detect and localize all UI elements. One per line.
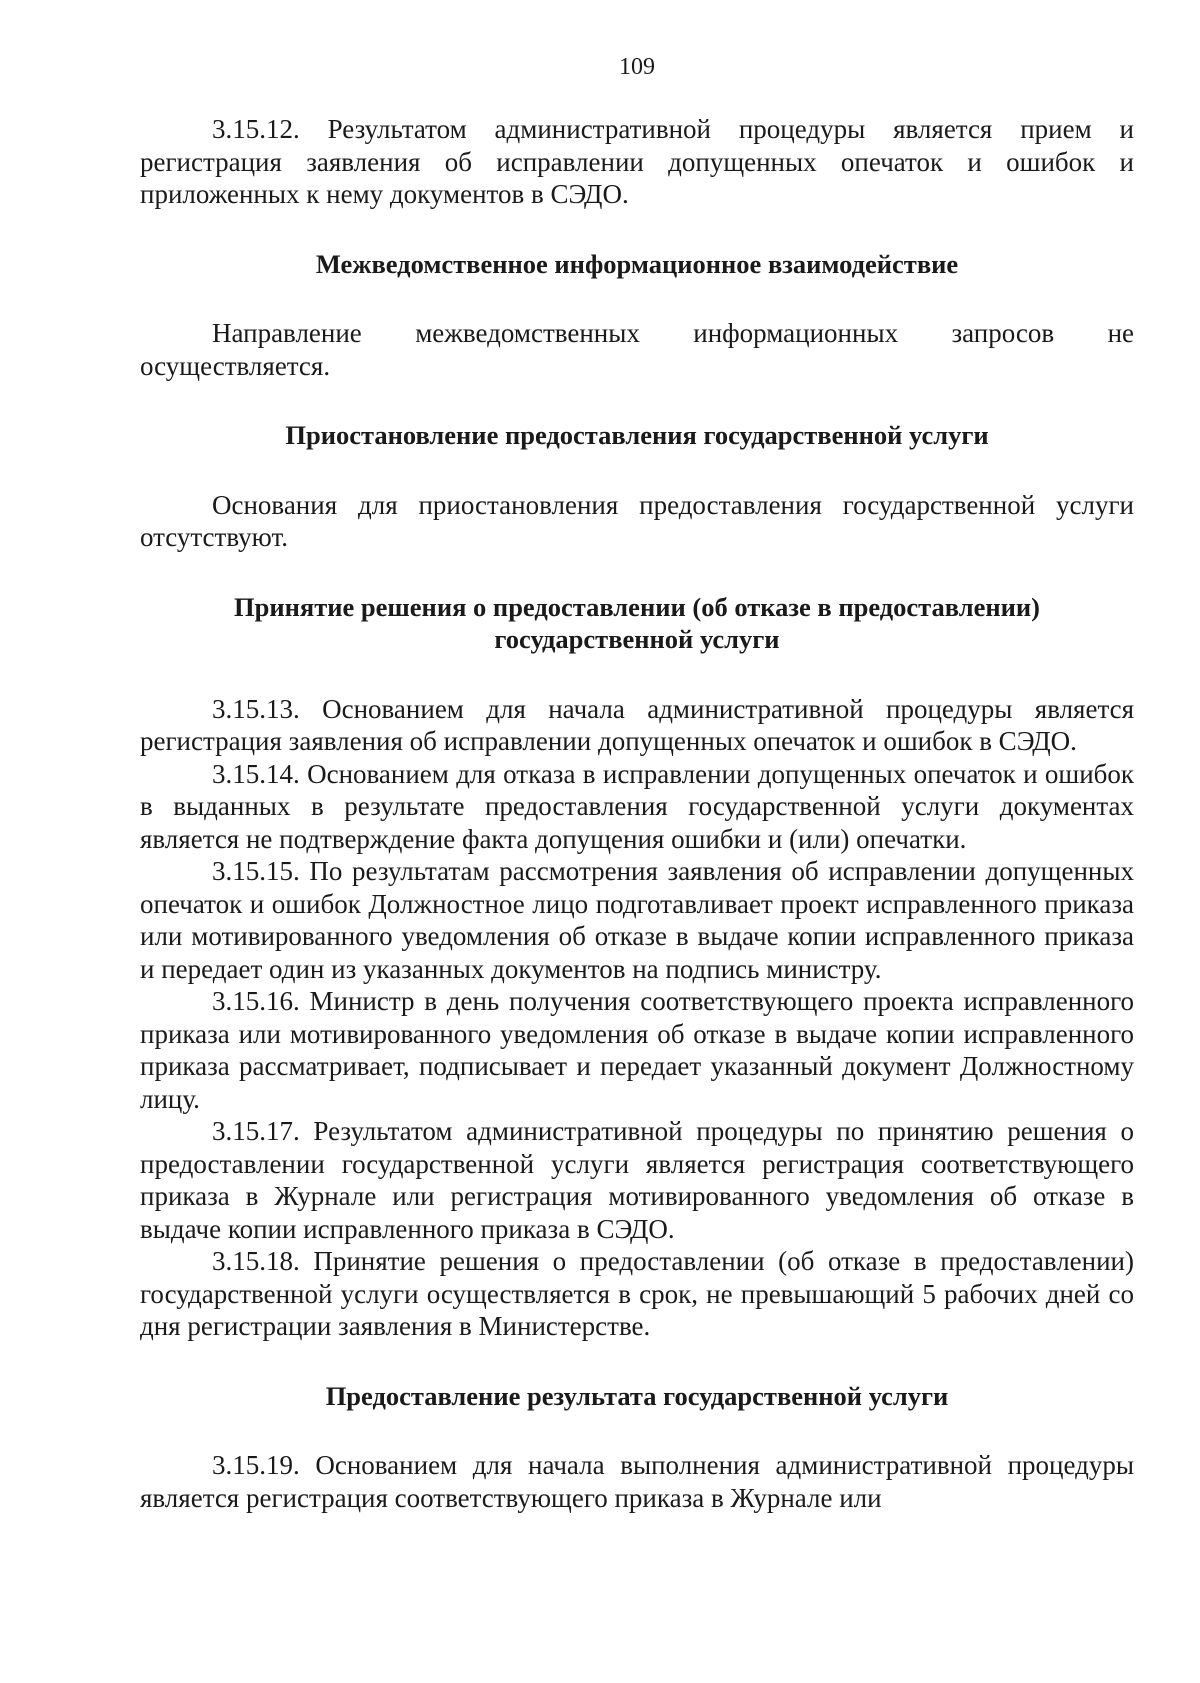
document-body xyxy=(140,113,1134,1514)
paragraph-3-15-15: 3.15.15. По результатам рассмотрения заявления об исправлении допущенных опечаток и ошибок Должностное лицо подготавливает проект исправленного приказа или мотивированного уведомления об отказе в выдаче копии исправленного приказа и передает один из указанных документов на подпись министру. xyxy=(140,856,1134,984)
paragraph-3-15-19: 3.15.19. Основанием для начала выполнения административной процедуры является регистрация соответствующего приказа в Журнале или xyxy=(140,1450,1134,1513)
page-number: 109 xyxy=(619,54,655,80)
document-page xyxy=(140,0,1134,1683)
paragraph-3-15-16: 3.15.16. Министр в день получения соответствующего проекта исправленного приказа или мотивированного уведомления об отказе в выдаче копии исправленного приказа рассматривает, подписывает и передает указанный документ Должностному лицу. xyxy=(140,986,1134,1114)
paragraph-suspension-grounds: Основания для приостановления предоставления государственной услуги отсутствуют. xyxy=(140,489,1134,552)
paragraph-3-15-12: 3.15.12. Результатом административной процедуры является прием и регистрация заявления об исправлении допущенных опечаток и ошибок и приложенных к нему документов в СЭДО. xyxy=(140,114,1134,209)
paragraph-3-15-17: 3.15.17. Результатом административной процедуры по принятию решения о предоставлении государственной услуги является регистрация соответствующего приказа в Журнале или регистрация мотивированного уведомления об отказе в выдаче копии исправленного приказа в СЭДО. xyxy=(140,1116,1134,1244)
heading-decision: Принятие решения о предоставлении (об отказе в предоставлении) государственной услуги xyxy=(234,591,1040,654)
heading-suspension: Приостановление предоставления государственной услуги xyxy=(285,420,989,450)
heading-result-provision: Предоставление результата государственной услуги xyxy=(325,1380,949,1411)
paragraph-3-15-18: 3.15.18. Принятие решения о предоставлении (об отказе в предоставлении) государственной услуги осуществляется в срок, не превышающий 5 рабочих дней со дня регистрации заявления в Министерстве. xyxy=(140,1246,1134,1341)
paragraph-3-15-13: 3.15.13. Основанием для начала административной процедуры является регистрация заявления об исправлении допущенных опечаток и ошибок в СЭДО. xyxy=(140,693,1134,756)
heading-interagency-interaction: Межведомственное информационное взаимодействие xyxy=(315,248,959,279)
paragraph-interagency-requests: Направление межведомственных информационных запросов не осуществляется. xyxy=(140,318,1134,381)
paragraph-3-15-14: 3.15.14. Основанием для отказа в исправлении допущенных опечаток и ошибок в выданных в результате предоставления государственной услуги документах является не подтверждение факта допущения ошибки и (или) опечатки. xyxy=(140,758,1134,854)
